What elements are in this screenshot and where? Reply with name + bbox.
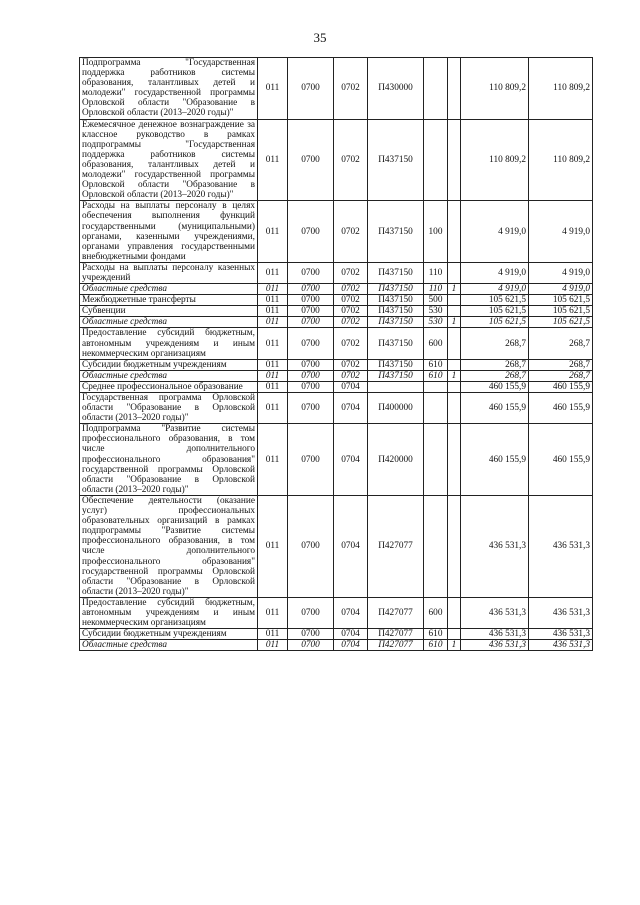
funding-source-cell: [448, 424, 461, 496]
target-article-cell: П430000: [368, 58, 424, 120]
section-code-cell: 0700: [288, 424, 334, 496]
section-code-cell: 0700: [288, 359, 334, 370]
expense-type-cell: 610: [424, 629, 448, 640]
expense-type-cell: 530: [424, 317, 448, 328]
table-row: [80, 597, 593, 628]
expense-type-cell: 610: [424, 370, 448, 381]
amount-cell: 105 621,5: [461, 295, 529, 306]
funding-source-cell: [448, 328, 461, 359]
subsection-code-cell: 0702: [334, 328, 368, 359]
amount-total-cell: 110 809,2: [529, 119, 593, 201]
row-name-cell: Областные средства: [80, 640, 258, 651]
row-name-cell: Предоставление субсидий бюджетным, автономным учреждениям и иным некоммерческим организациям: [80, 597, 258, 628]
amount-cell: 110 809,2: [461, 58, 529, 120]
budget-table-body: [80, 58, 593, 651]
row-name-cell: Предоставление субсидий бюджетным, автономным учреждениям и иным некоммерческим организациям: [80, 328, 258, 359]
table-row: [80, 284, 593, 295]
amount-cell: 436 531,3: [461, 597, 529, 628]
ministry-code-cell: 011: [258, 306, 288, 317]
target-article-cell: П437150: [368, 306, 424, 317]
target-article-cell: П437150: [368, 201, 424, 263]
ministry-code-cell: 011: [258, 629, 288, 640]
subsection-code-cell: 0702: [334, 284, 368, 295]
amount-cell: 460 155,9: [461, 381, 529, 392]
funding-source-cell: [448, 597, 461, 628]
table-row: [80, 629, 593, 640]
funding-source-cell: [448, 119, 461, 201]
table-row: [80, 295, 593, 306]
amount-cell: 4 919,0: [461, 201, 529, 263]
amount-cell: 460 155,9: [461, 393, 529, 424]
section-code-cell: 0700: [288, 393, 334, 424]
target-article-cell: П437150: [368, 328, 424, 359]
target-article-cell: П427077: [368, 597, 424, 628]
row-name-cell: Подпрограмма "Государственная поддержка работников системы образования, талантливых детей и молодежи" государственной программы Орловской области "Образование в Орловской области (2013–2020 годы)": [80, 58, 258, 120]
amount-cell: 268,7: [461, 370, 529, 381]
section-code-cell: 0700: [288, 370, 334, 381]
table-row: [80, 262, 593, 283]
expense-type-cell: 600: [424, 597, 448, 628]
ministry-code-cell: 011: [258, 370, 288, 381]
funding-source-cell: [448, 393, 461, 424]
amount-cell: 4 919,0: [461, 262, 529, 283]
ministry-code-cell: 011: [258, 328, 288, 359]
ministry-code-cell: 011: [258, 597, 288, 628]
amount-total-cell: 436 531,3: [529, 495, 593, 597]
row-name-cell: Областные средства: [80, 370, 258, 381]
ministry-code-cell: 011: [258, 424, 288, 496]
table-row: [80, 359, 593, 370]
amount-total-cell: 4 919,0: [529, 284, 593, 295]
funding-source-cell: [448, 495, 461, 597]
table-row: [80, 495, 593, 597]
table-row: [80, 381, 593, 392]
target-article-cell: П437150: [368, 284, 424, 295]
amount-cell: 268,7: [461, 328, 529, 359]
ministry-code-cell: 011: [258, 359, 288, 370]
amount-total-cell: 460 155,9: [529, 424, 593, 496]
funding-source-cell: 1: [448, 284, 461, 295]
page-number: 35: [313, 30, 327, 45]
row-name-cell: Государственная программа Орловской области "Образование в Орловской области (2013–2020 годы)": [80, 393, 258, 424]
amount-cell: 460 155,9: [461, 424, 529, 496]
budget-table: [79, 57, 593, 651]
target-article-cell: П437150: [368, 295, 424, 306]
expense-type-cell: [424, 119, 448, 201]
amount-total-cell: 110 809,2: [529, 58, 593, 120]
ministry-code-cell: 011: [258, 381, 288, 392]
subsection-code-cell: 0702: [334, 295, 368, 306]
ministry-code-cell: 011: [258, 640, 288, 651]
expense-type-cell: [424, 58, 448, 120]
subsection-code-cell: 0704: [334, 424, 368, 496]
amount-total-cell: 4 919,0: [529, 262, 593, 283]
table-row: [80, 58, 593, 120]
subsection-code-cell: 0702: [334, 306, 368, 317]
expense-type-cell: 100: [424, 201, 448, 263]
funding-source-cell: [448, 58, 461, 120]
expense-type-cell: 500: [424, 295, 448, 306]
target-article-cell: П437150: [368, 262, 424, 283]
subsection-code-cell: 0704: [334, 381, 368, 392]
funding-source-cell: [448, 262, 461, 283]
funding-source-cell: [448, 629, 461, 640]
amount-cell: 268,7: [461, 359, 529, 370]
table-row: [80, 424, 593, 496]
ministry-code-cell: 011: [258, 284, 288, 295]
row-name-cell: Межбюджетные трансферты: [80, 295, 258, 306]
expense-type-cell: [424, 424, 448, 496]
row-name-cell: Областные средства: [80, 317, 258, 328]
section-code-cell: 0700: [288, 328, 334, 359]
subsection-code-cell: 0702: [334, 359, 368, 370]
ministry-code-cell: 011: [258, 262, 288, 283]
amount-cell: 436 531,3: [461, 629, 529, 640]
section-code-cell: 0700: [288, 306, 334, 317]
funding-source-cell: 1: [448, 317, 461, 328]
target-article-cell: П437150: [368, 317, 424, 328]
amount-total-cell: 436 531,3: [529, 597, 593, 628]
amount-total-cell: 105 621,5: [529, 317, 593, 328]
target-article-cell: П420000: [368, 424, 424, 496]
table-row: [80, 201, 593, 263]
subsection-code-cell: 0702: [334, 201, 368, 263]
expense-type-cell: [424, 393, 448, 424]
table-row: [80, 317, 593, 328]
funding-source-cell: [448, 381, 461, 392]
section-code-cell: 0700: [288, 284, 334, 295]
funding-source-cell: 1: [448, 640, 461, 651]
ministry-code-cell: 011: [258, 495, 288, 597]
expense-type-cell: 600: [424, 328, 448, 359]
amount-total-cell: 268,7: [529, 370, 593, 381]
target-article-cell: П437150: [368, 119, 424, 201]
table-row: [80, 393, 593, 424]
amount-cell: 436 531,3: [461, 640, 529, 651]
subsection-code-cell: 0704: [334, 597, 368, 628]
expense-type-cell: 610: [424, 359, 448, 370]
target-article-cell: П427077: [368, 640, 424, 651]
row-name-cell: Ежемесячное денежное вознаграждение за классное руководство в рамках подпрограммы "Государственная поддержка работников системы образования, талантливых детей и молодежи" государственной программы Орловской области "Образование в Орловской области (2013–2020 годы)": [80, 119, 258, 201]
section-code-cell: 0700: [288, 629, 334, 640]
amount-total-cell: 105 621,5: [529, 295, 593, 306]
row-name-cell: Подпрограмма "Развитие системы профессионального образования, в том числе дополнительного профессионального образования" государственной программы Орловской области "Образование в Орловской области (2013–2020 годы)": [80, 424, 258, 496]
ministry-code-cell: 011: [258, 317, 288, 328]
table-row: [80, 119, 593, 201]
amount-total-cell: 460 155,9: [529, 381, 593, 392]
row-name-cell: Областные средства: [80, 284, 258, 295]
ministry-code-cell: 011: [258, 201, 288, 263]
funding-source-cell: [448, 201, 461, 263]
target-article-cell: П400000: [368, 393, 424, 424]
ministry-code-cell: 011: [258, 295, 288, 306]
amount-total-cell: 436 531,3: [529, 640, 593, 651]
funding-source-cell: 1: [448, 370, 461, 381]
row-name-cell: Субвенции: [80, 306, 258, 317]
expense-type-cell: 610: [424, 640, 448, 651]
ministry-code-cell: 011: [258, 393, 288, 424]
subsection-code-cell: 0702: [334, 370, 368, 381]
subsection-code-cell: 0702: [334, 262, 368, 283]
section-code-cell: 0700: [288, 495, 334, 597]
section-code-cell: 0700: [288, 640, 334, 651]
section-code-cell: 0700: [288, 119, 334, 201]
row-name-cell: Расходы на выплаты персоналу казенных учреждений: [80, 262, 258, 283]
target-article-cell: П427077: [368, 629, 424, 640]
amount-cell: 436 531,3: [461, 495, 529, 597]
expense-type-cell: [424, 495, 448, 597]
section-code-cell: 0700: [288, 317, 334, 328]
amount-cell: 110 809,2: [461, 119, 529, 201]
row-name-cell: Обеспечение деятельности (оказание услуг) профессиональных образовательных организаций в рамках подпрограммы "Развитие системы профессионального образования, в том числе дополнительного профессионального образования" государственной программы Орловской области "Образование в Орловской области (2013–2020 годы)": [80, 495, 258, 597]
ministry-code-cell: 011: [258, 58, 288, 120]
subsection-code-cell: 0704: [334, 640, 368, 651]
row-name-cell: Расходы на выплаты персоналу в целях обеспечения выполнения функций государственными (муниципальными) органами, казенными учреждениями, органами управления государственными внебюджетными фондами: [80, 201, 258, 263]
amount-total-cell: 4 919,0: [529, 201, 593, 263]
amount-cell: 4 919,0: [461, 284, 529, 295]
subsection-code-cell: 0704: [334, 393, 368, 424]
amount-cell: 105 621,5: [461, 317, 529, 328]
section-code-cell: 0700: [288, 262, 334, 283]
subsection-code-cell: 0704: [334, 495, 368, 597]
table-row: [80, 640, 593, 651]
target-article-cell: П427077: [368, 495, 424, 597]
table-row: [80, 306, 593, 317]
amount-total-cell: 436 531,3: [529, 629, 593, 640]
target-article-cell: [368, 381, 424, 392]
amount-total-cell: 268,7: [529, 359, 593, 370]
section-code-cell: 0700: [288, 295, 334, 306]
amount-total-cell: 105 621,5: [529, 306, 593, 317]
subsection-code-cell: 0704: [334, 629, 368, 640]
section-code-cell: 0700: [288, 381, 334, 392]
subsection-code-cell: 0702: [334, 317, 368, 328]
target-article-cell: П437150: [368, 359, 424, 370]
expense-type-cell: 530: [424, 306, 448, 317]
row-name-cell: Субсидии бюджетным учреждениям: [80, 629, 258, 640]
expense-type-cell: 110: [424, 284, 448, 295]
amount-total-cell: 460 155,9: [529, 393, 593, 424]
row-name-cell: Среднее профессиональное образование: [80, 381, 258, 392]
funding-source-cell: [448, 359, 461, 370]
funding-source-cell: [448, 306, 461, 317]
table-row: [80, 370, 593, 381]
amount-cell: 105 621,5: [461, 306, 529, 317]
ministry-code-cell: 011: [258, 119, 288, 201]
expense-type-cell: 110: [424, 262, 448, 283]
subsection-code-cell: 0702: [334, 58, 368, 120]
expense-type-cell: [424, 381, 448, 392]
section-code-cell: 0700: [288, 597, 334, 628]
amount-total-cell: 268,7: [529, 328, 593, 359]
subsection-code-cell: 0702: [334, 119, 368, 201]
target-article-cell: П437150: [368, 370, 424, 381]
section-code-cell: 0700: [288, 58, 334, 120]
table-row: [80, 328, 593, 359]
row-name-cell: Субсидии бюджетным учреждениям: [80, 359, 258, 370]
section-code-cell: 0700: [288, 201, 334, 263]
funding-source-cell: [448, 295, 461, 306]
